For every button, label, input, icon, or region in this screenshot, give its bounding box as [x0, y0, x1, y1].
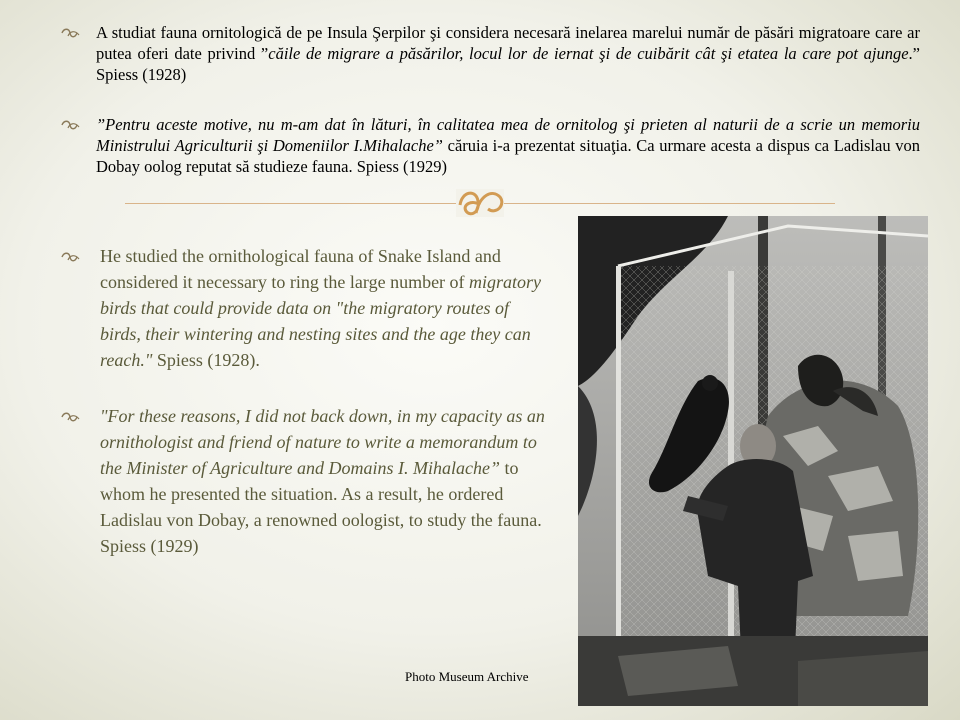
paragraph-text: A studiat fauna ornitologică de pe Insula Şerpilor şi considera necesară inelarea marelui număr de păsări migratoare care ar putea oferi date privind ”căile de migrare a păsărilor, locul lor de iernat şi de cuibărit cât şi etatea la care pot ajunge.” Spiess (1928) [96, 23, 920, 84]
scroll-bullet-icon [60, 26, 82, 40]
romanian-paragraph-1 [60, 22, 920, 85]
scroll-bullet-icon [60, 410, 82, 424]
english-paragraph-2 [60, 403, 545, 559]
scroll-bullet-icon [60, 118, 82, 132]
paragraph-text: He studied the ornithological fauna of Snake Island and considered it necessary to ring the large number of migratory birds that could provide data on "the migratory routes of birds, their wintering and nesting sites and the age they can reach." Spiess (1928). [100, 246, 542, 370]
photo-caption: Photo Museum Archive [405, 669, 529, 684]
english-paragraph-1 [60, 243, 545, 373]
paragraph-text: ”Pentru aceste motive, nu m-am dat în lături, în calitatea mea de ornitolog şi prieten al naturii de a scrie un memoriu Ministrului Agriculturii şi Domeniilor I.Mihalache” căruia i-a prezentat situaţia. Ca urmare acesta a dispus ca Ladislau von Dobay oolog reputat să studieze fauna. Spiess (1929) [96, 115, 920, 176]
romanian-paragraph-2 [60, 114, 920, 177]
ornament-divider-icon [450, 183, 510, 223]
archive-photo-image [578, 216, 928, 706]
paragraph-text: "For these reasons, I did not back down, in my capacity as an ornithologist and friend of nature to write a memorandum to the Minister of Agriculture and Domains I. Mihalache” to whom he presented the situation. As a result, he ordered Ladislau von Dobay, a renowned oologist, to study the fauna. Spiess (1929) [100, 406, 545, 556]
scroll-bullet-icon [60, 250, 82, 264]
archive-photo [578, 216, 928, 706]
